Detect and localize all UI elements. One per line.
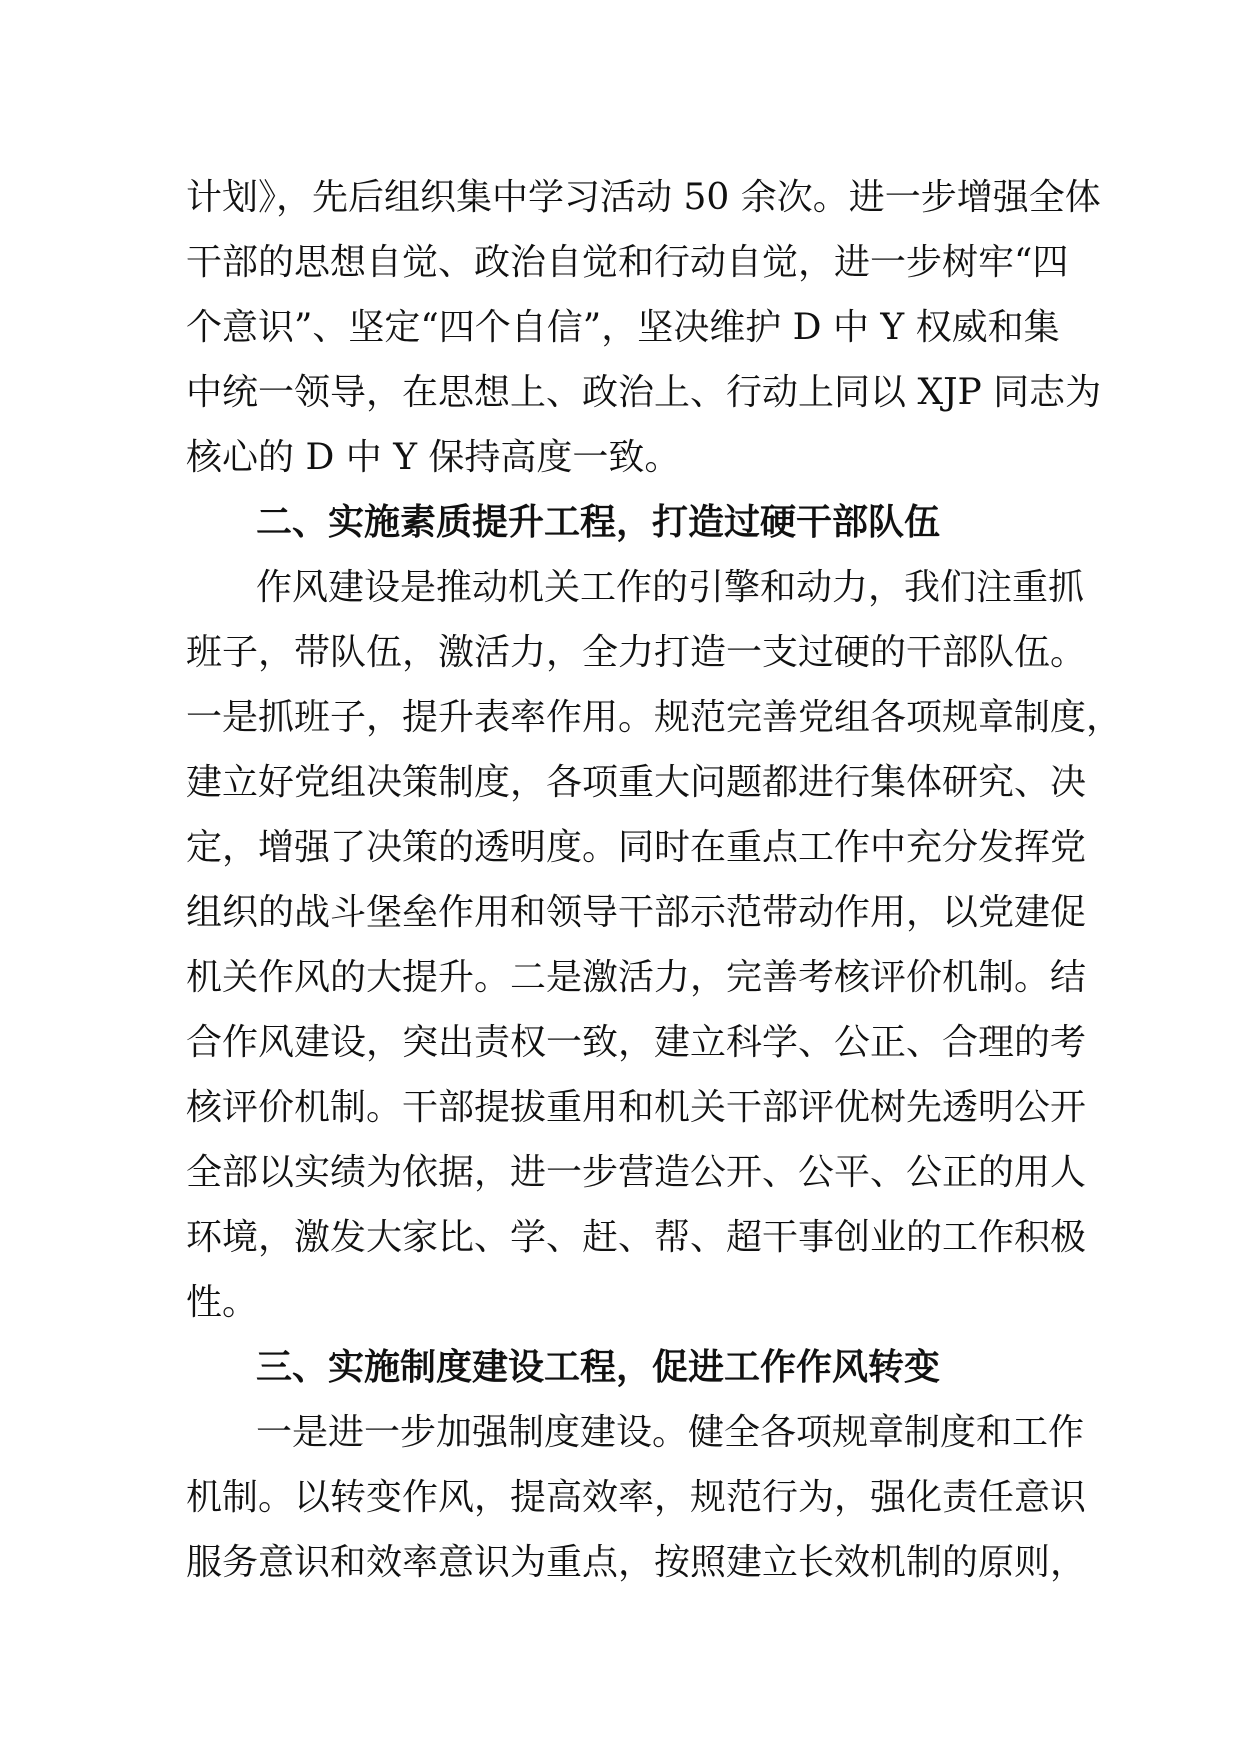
body-line-9: 一是抓班子，提升表率作用。规范完善党组各项规章制度， [186, 697, 1123, 738]
body-line-11: 定，增强了决策的透明度。同时在重点工作中充分发挥党 [186, 827, 1087, 868]
body-line-22: 服务意识和效率意识为重点，按照建立长效机制的原则， [186, 1542, 1087, 1583]
body-line-7: 作风建设是推动机关工作的引擎和动力，我们注重抓 [256, 567, 1085, 608]
body-line-17: 环境，激发大家比、学、赶、帮、超干事创业的工作积极 [186, 1217, 1087, 1258]
body-line-4: 中统一领导，在思想上、政治上、行动上同以 XJP 同志为 [186, 372, 1102, 413]
body-line-13: 机关作风的大提升。二是激活力，完善考核评价机制。结 [186, 957, 1087, 998]
body-line-15: 核评价机制。干部提拔重用和机关干部评优树先透明公开 [186, 1087, 1087, 1128]
body-line-3: 个意识”、坚定“四个自信”，坚决维护 D 中 Y 权威和集 [186, 307, 1060, 348]
body-line-16: 全部以实绩为依据，进一步营造公开、公平、公正的用人 [186, 1152, 1087, 1193]
body-line-20: 一是进一步加强制度建设。健全各项规章制度和工作 [256, 1412, 1085, 1453]
body-line-8: 班子，带队伍，激活力，全力打造一支过硬的干部队伍。 [186, 632, 1087, 673]
body-line-12: 组织的战斗堡垒作用和领导干部示范带动作用，以党建促 [186, 892, 1087, 933]
body-line-10: 建立好党组决策制度，各项重大问题都进行集体研究、决 [186, 762, 1087, 803]
body-line-14: 合作风建设，突出责权一致，建立科学、公正、合理的考 [186, 1022, 1087, 1063]
document-body [186, 165, 1123, 1595]
section-heading-2: 二、实施素质提升工程，打造过硬干部队伍 [256, 502, 941, 543]
body-line-2: 干部的思想自觉、政治自觉和行动自觉，进一步树牢“四 [186, 242, 1069, 283]
body-line-5: 核心的 D 中 Y 保持高度一致。 [186, 437, 681, 478]
body-line-1: 计划》，先后组织集中学习活动 50 余次。进一步增强全体 [186, 177, 1101, 218]
body-line-21: 机制。以转变作风，提高效率，规范行为，强化责任意识 [186, 1477, 1087, 1518]
body-line-18: 性。 [186, 1282, 259, 1323]
section-heading-3: 三、实施制度建设工程，促进工作作风转变 [256, 1347, 941, 1388]
